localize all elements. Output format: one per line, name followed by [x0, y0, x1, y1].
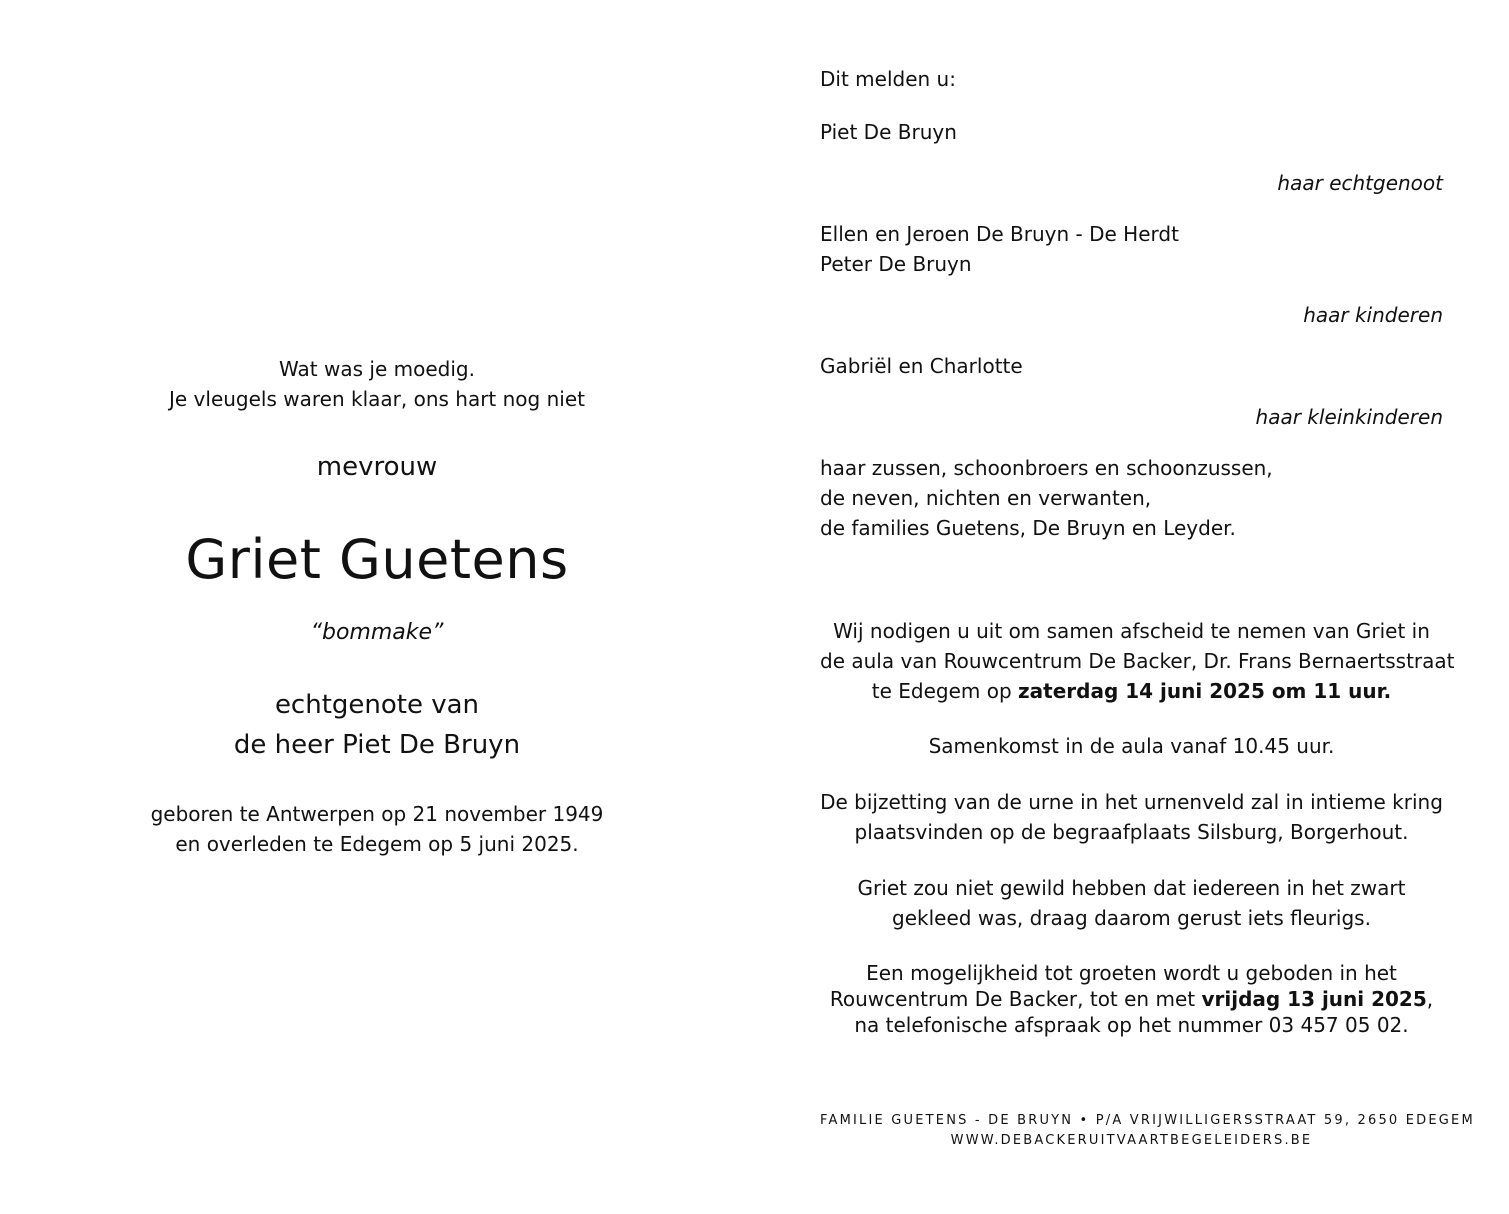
- gathering-time: Samenkomst in de aula vanaf 10.45 uur.: [928, 734, 1335, 758]
- death-line: en overleden te Edegem op 5 juni 2025.: [175, 832, 579, 856]
- relation-label: haar kinderen: [1303, 303, 1443, 327]
- birth-line: geboren te Antwerpen op 21 november 1949: [150, 802, 604, 826]
- verse-line-2: Je vleugels waren klaar, ons hart nog niet: [169, 387, 585, 411]
- burial-line-2: plaatsvinden op de begraafplaats Silsburg, Borgerhout.: [854, 820, 1409, 844]
- mourner-name: Peter De Bruyn: [820, 252, 972, 276]
- mourner-name: Ellen en Jeroen De Bruyn - De Herdt: [820, 222, 1179, 246]
- burial-line-1: De bijzetting van de urne in het urnenveld zal in intieme kring: [820, 790, 1443, 814]
- family-line: de neven, nichten en verwanten,: [820, 486, 1152, 510]
- ceremony-datetime: zaterdag 14 juni 2025 om 11 uur.: [1018, 679, 1392, 703]
- left-page: [0, 0, 754, 1214]
- family-line: de families Guetens, De Bruyn en Leyder.: [820, 516, 1236, 540]
- mourner-name: Piet De Bruyn: [820, 120, 957, 144]
- mourner-name: Gabriël en Charlotte: [820, 354, 1023, 378]
- visit-line-3: na telefonische afspraak op het nummer 03 457 05 02.: [854, 1013, 1409, 1037]
- verse-line-1: Wat was je moedig.: [279, 357, 475, 381]
- relation-label: haar echtgenoot: [1277, 171, 1443, 195]
- relation-label: haar kleinkinderen: [1255, 405, 1443, 429]
- visit-deadline: vrijdag 13 juni 2025: [1201, 987, 1427, 1011]
- footer-website: WWW.DEBACKERUITVAARTBEGELEIDERS.BE: [950, 1133, 1313, 1148]
- family-line: haar zussen, schoonbroers en schoonzussen,: [820, 456, 1273, 480]
- right-page: [820, 0, 1475, 1214]
- dress-line-1: Griet zou niet gewild hebben dat iedereen in het zwart: [857, 876, 1406, 900]
- invitation-line-2: de aula van Rouwcentrum De Backer, Dr. Frans Bernaertsstraat: [820, 649, 1455, 673]
- spouse-line-2: de heer Piet De Bruyn: [233, 730, 521, 760]
- announcement-intro: Dit melden u:: [820, 67, 956, 91]
- deceased-name: Griet Guetens: [185, 528, 569, 591]
- nickname: “bommake”: [310, 620, 444, 645]
- invitation-line-3: te Edegem op zaterdag 14 juni 2025 om 11 uur.: [871, 679, 1392, 703]
- visit-line-2: Rouwcentrum De Backer, tot en met vrijdag 13 juni 2025,: [829, 987, 1434, 1011]
- invitation-line-1: Wij nodigen u uit om samen afscheid te nemen van Griet in: [833, 619, 1430, 643]
- dress-line-2: gekleed was, draag daarom gerust iets fleurigs.: [892, 906, 1371, 930]
- visit-line-1: Een mogelijkheid tot groeten wordt u geboden in het: [866, 961, 1397, 985]
- honorific-title: mevrouw: [316, 452, 438, 482]
- spouse-line-1: echtgenote van: [274, 690, 480, 720]
- footer-address: FAMILIE GUETENS - DE BRUYN • P/A VRIJWILLIGERSSTRAAT 59, 2650 EDEGEM: [820, 1113, 1475, 1128]
